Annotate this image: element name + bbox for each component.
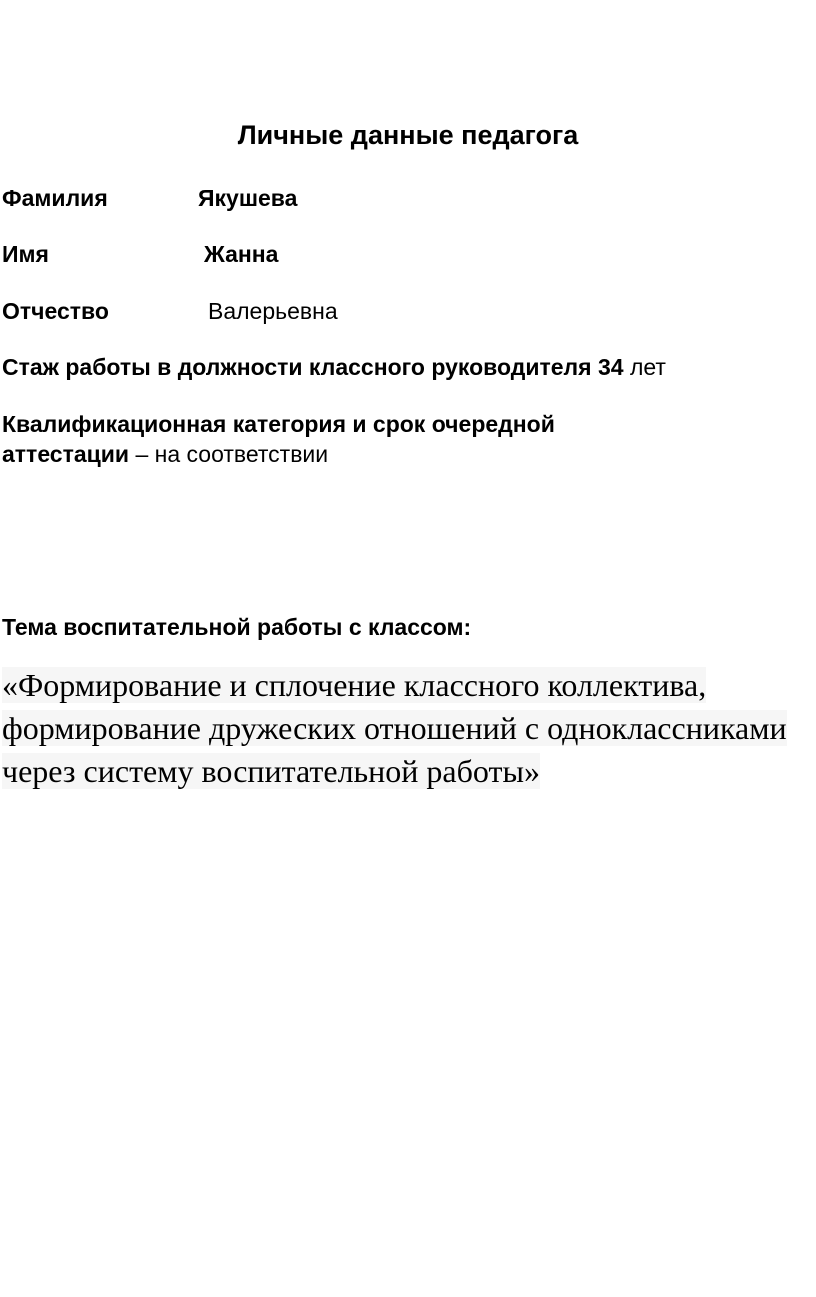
experience-unit: лет [629, 354, 666, 380]
experience-row [2, 352, 666, 382]
surname-row [2, 183, 297, 213]
name-value: Жанна [204, 241, 279, 267]
theme-label [2, 612, 471, 642]
name-row [2, 239, 278, 269]
name-label: Имя [2, 241, 49, 267]
patronymic-value: Валерьевна [208, 298, 338, 324]
surname-label: Фамилия [2, 185, 108, 211]
patronymic-row [2, 296, 338, 326]
experience-label: Стаж работы в должности классного руководителя [2, 354, 592, 380]
theme-text-block [2, 664, 802, 793]
patronymic-label: Отчество [2, 298, 109, 324]
surname-value: Якушева [198, 185, 298, 211]
page-title: Личные данные педагога [237, 120, 579, 150]
qualification-value: – на соответствии [135, 441, 329, 467]
qualification-label-line1: Квалификационная категория и срок очередной [2, 411, 555, 437]
theme-text: «Формирование и сплочение классного коллектива, формирование дружеских отношений с одноклассниками через систему воспитательной работы» [2, 667, 787, 789]
experience-years: 34 [597, 354, 624, 380]
qualification-row [2, 409, 802, 469]
qualification-label-line2: аттестации [2, 441, 130, 467]
theme-label-text: Тема воспитательной работы с классом: [2, 614, 472, 640]
